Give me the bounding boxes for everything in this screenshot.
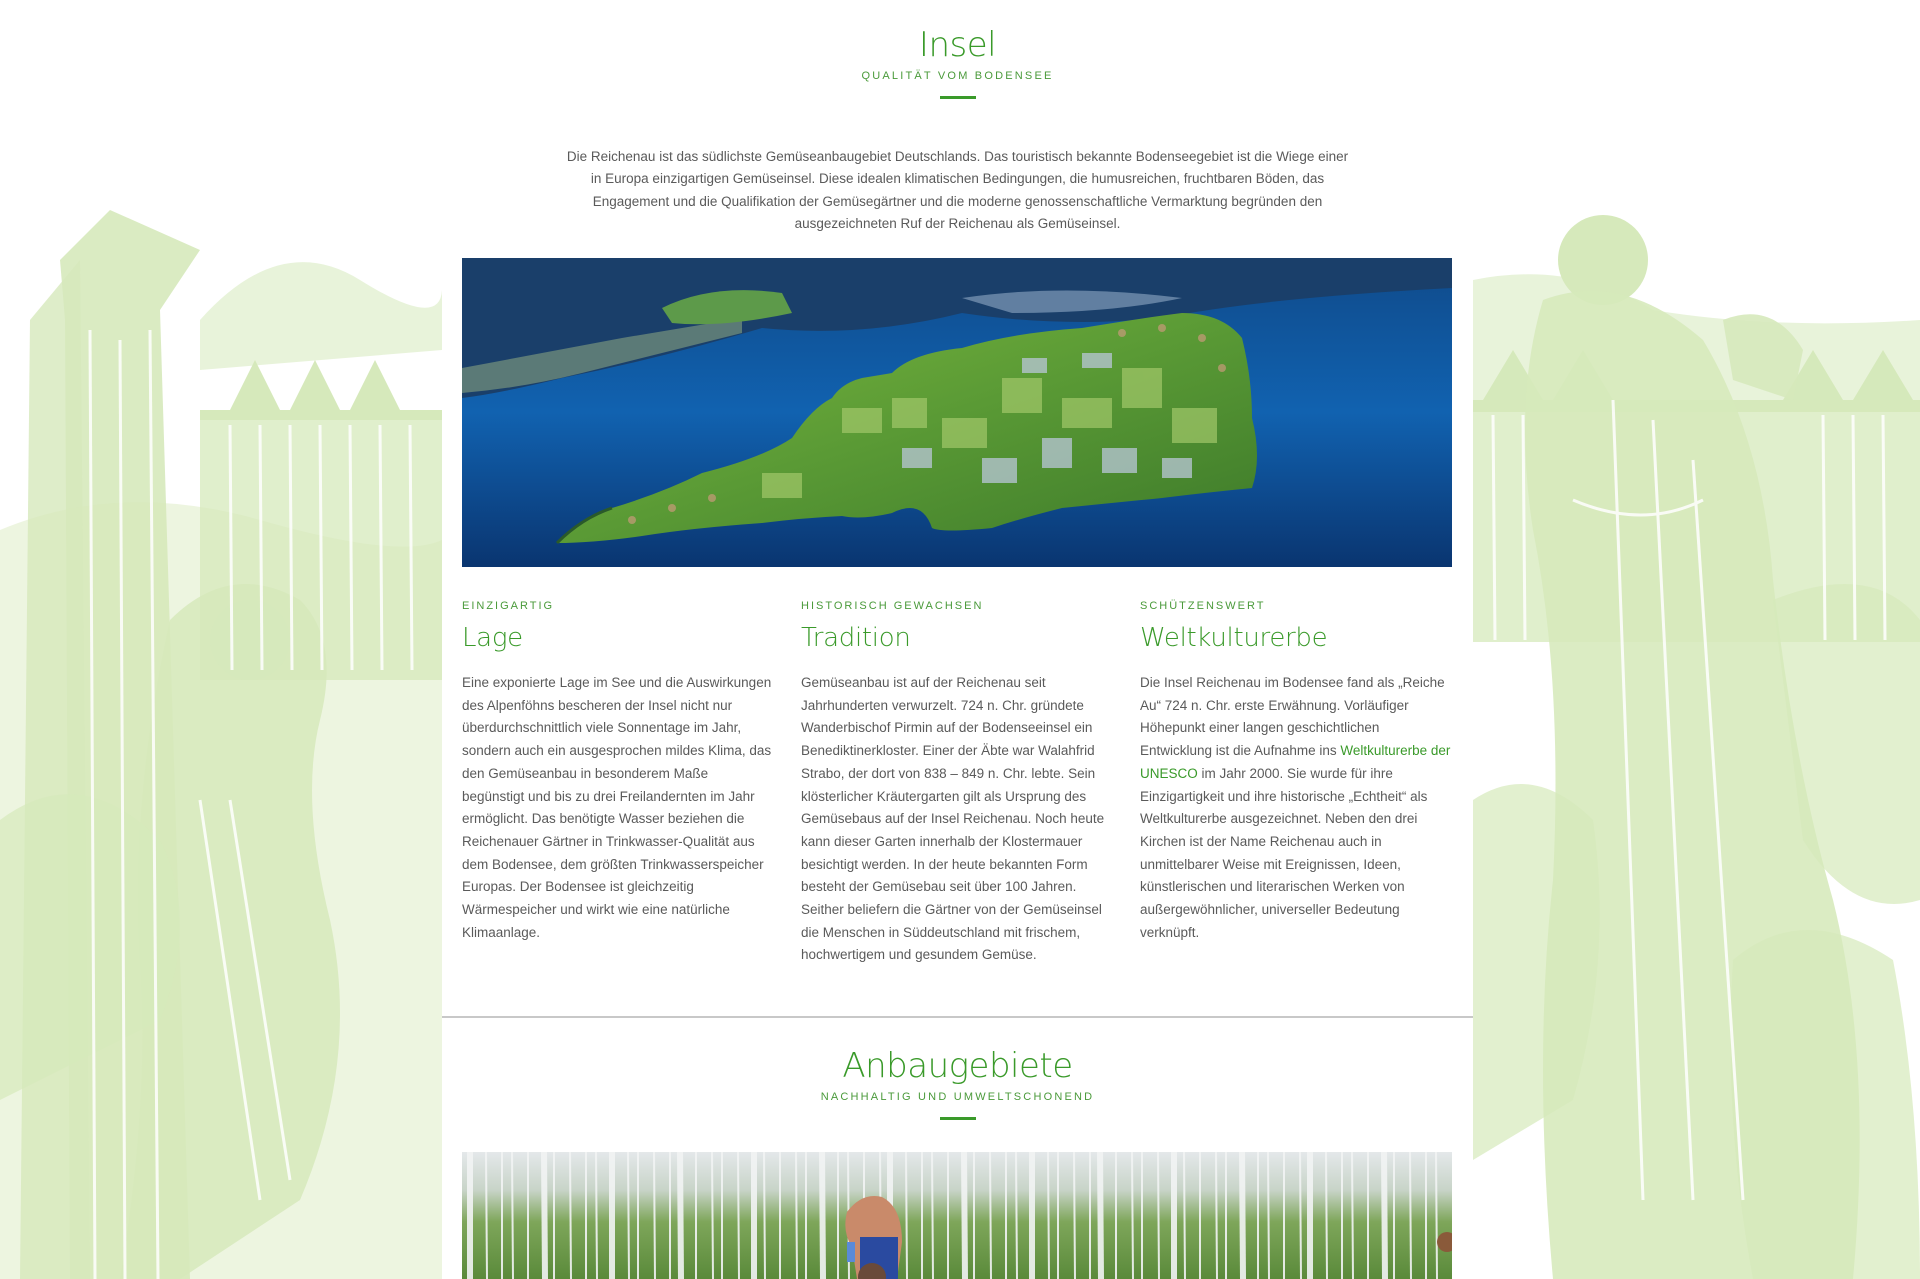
greenhouse-string xyxy=(1184,1152,1185,1279)
column-text: Gemüseanbau ist auf der Reichenau seit Jahrhunderten verwurzelt. 724 n. Chr. gründete Wanderbischof Pirmin auf der Bodenseeinsel ein Benediktinerkloster. Einer der Äbte war Walahfrid Strabo, der dort von 838 – 849 n. Chr. lebte. Sein klösterlicher Kräutergarten gilt als Ursprung des Gemüsebaus auf der Insel Reichenau. Noch heute kann dieser Garten innerhalb der Klostermauer besichtigt werden. In der heute bekannten Form besteht der Gemüsebau seit über 100 Jahren. Seither beliefern die Gärtner von der Gemüseinsel die Menschen in Süddeutschland mit frischem, hochwertigem und gesundem Gemüse. xyxy=(801,675,1105,963)
greenhouse-string xyxy=(796,1152,797,1279)
greenhouse-string xyxy=(512,1152,513,1279)
text-before-link: Die Insel Reichenau im Bodensee fand als „Reiche Au“ 724 n. Chr. erste Erwähnung. Vorläufiger Höhepunkt einer langen geschichtlichen Entwicklung ist die Aufnahme ins xyxy=(1140,675,1445,759)
greenhouse-string xyxy=(822,1152,823,1279)
greenhouse-string xyxy=(1048,1152,1049,1279)
feature-column-lage xyxy=(462,598,774,967)
section-title: Anbaugebiete xyxy=(842,1046,1073,1086)
title-underline xyxy=(940,1117,976,1120)
greenhouse-string xyxy=(570,1152,571,1279)
column-kicker: HISTORISCH GEWACHSEN xyxy=(801,600,984,612)
section-subtitle: NACHHALTIG UND UMWELTSCHONEND xyxy=(820,1091,1095,1103)
greenhouse-string xyxy=(964,1152,965,1279)
greenhouse-string xyxy=(764,1152,765,1279)
aerial-island-photo xyxy=(462,258,1452,567)
feature-columns xyxy=(462,598,1452,967)
column-title: Lage xyxy=(462,623,523,653)
greenhouse-string xyxy=(1216,1152,1217,1279)
section-title: Insel xyxy=(918,25,997,65)
column-text xyxy=(1140,672,1452,944)
greenhouse-string xyxy=(1436,1152,1437,1279)
unesco-link[interactable]: Weltkulturerbe der UNESCO xyxy=(1140,743,1451,781)
section-header-insel xyxy=(442,25,1473,99)
greenhouse-string xyxy=(1300,1152,1301,1279)
greenhouse-string xyxy=(1410,1152,1411,1279)
greenhouse-string xyxy=(628,1152,629,1279)
background-illustration-left xyxy=(0,200,442,1279)
woodcut-illustration-right xyxy=(1473,200,1920,1279)
column-text: Eine exponierte Lage im See und die Auswirkungen des Alpenföhns bescheren der Insel nicht nur überdurchschnittlich viele Sonnentage im Jahr, sondern auch ein ausgesprochen mildes Klima, das den Gemüseanbau in besonderem Maße begünstigt und bis zu drei Freilandernten im Jahr ermöglicht. Das benötigte Wasser beziehen die Reichenauer Gärtner in Trinkwasser-Qualität aus dem Bodensee, dem größten Trinkwasserspeicher Europas. Der Bodensee ist gleichzeitig Wärmespeicher und wirkt wie eine natürliche Klimaanlage. xyxy=(462,675,772,940)
column-kicker: SCHÜTZENSWERT xyxy=(1140,600,1266,612)
greenhouse-string xyxy=(738,1152,739,1279)
greenhouse-string xyxy=(1352,1152,1353,1279)
background-illustration-right xyxy=(1473,200,1920,1279)
greenhouse-photo xyxy=(462,1152,1452,1279)
text-after-link: im Jahr 2000. Sie wurde für ihre Einzigartigkeit und ihre historische „Echtheit“ als Weltkulturerbe ausgezeichnet. Neben den drei Kirchen ist der Name Reichenau auch in unmittelbarer Weise mit Ereignissen, Ideen, künstlerischen und literarischen Werken von außergewöhnlicher, universeller Bedeutung verknüpft. xyxy=(1140,765,1428,940)
hero-image-aerial-island xyxy=(462,258,1452,567)
greenhouse-string xyxy=(1100,1152,1101,1279)
greenhouse-worker-photo xyxy=(462,1152,1452,1279)
greenhouse-string xyxy=(990,1152,991,1279)
greenhouse-string xyxy=(486,1152,487,1279)
greenhouse-string xyxy=(1384,1152,1385,1279)
greenhouse-string xyxy=(1242,1152,1243,1279)
greenhouse-string xyxy=(932,1152,933,1279)
greenhouse-string xyxy=(544,1152,545,1279)
greenhouse-string xyxy=(1268,1152,1269,1279)
greenhouse-string xyxy=(906,1152,907,1279)
feature-column-weltkulturerbe xyxy=(1140,598,1452,967)
column-title: Tradition xyxy=(801,623,911,653)
greenhouse-string xyxy=(1074,1152,1075,1279)
woodcut-illustration-left xyxy=(0,200,442,1279)
column-title: Weltkulturerbe xyxy=(1140,623,1328,653)
feature-column-tradition xyxy=(801,598,1113,967)
greenhouse-string xyxy=(1132,1152,1133,1279)
intro-paragraph: Die Reichenau ist das südlichste Gemüseanbaugebiet Deutschlands. Das touristisch bekannte Bodenseegebiet ist die Wiege einer in Europa einzigartigen Gemüseinsel. Diese idealen klimatischen Bedingungen, die humusreichen, fruchtbaren Böden, das Engagement und die Qualifikation der Gemüsegärtner und die moderne genossenschaftliche Vermarktung begründen den ausgezeichneten Ruf der Reichenau als Gemüseinsel. xyxy=(566,148,1349,231)
greenhouse-string xyxy=(1158,1152,1159,1279)
greenhouse-string xyxy=(1326,1152,1327,1279)
greenhouse-string xyxy=(680,1152,681,1279)
section-subtitle: QUALITÄT VOM BODENSEE xyxy=(861,70,1054,82)
section-header-anbaugebiete xyxy=(442,1046,1473,1120)
content-panel xyxy=(442,0,1473,1279)
title-underline xyxy=(940,96,976,99)
greenhouse-string xyxy=(712,1152,713,1279)
greenhouse-string xyxy=(654,1152,655,1279)
section-divider xyxy=(442,1016,1473,1018)
column-kicker: EINZIGARTIG xyxy=(462,600,555,612)
greenhouse-string xyxy=(1016,1152,1017,1279)
greenhouse-string xyxy=(596,1152,597,1279)
